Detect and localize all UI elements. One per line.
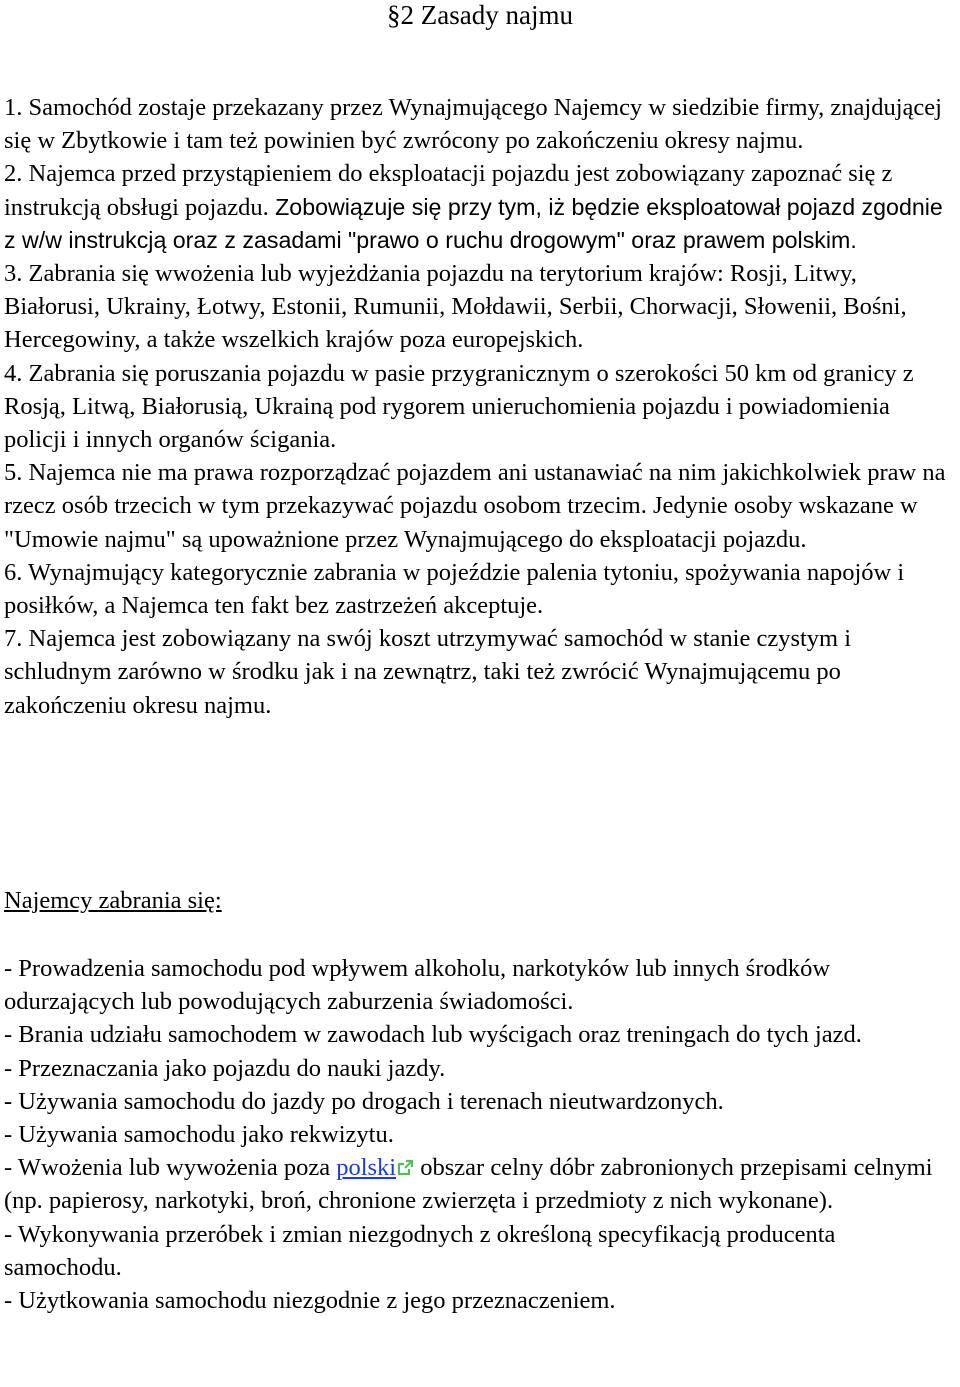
rule-text: 1. Samochód zostaje przekazany przez Wynajmującego Najemcy w siedzibie firmy, znajdującej się w Zbytkowie i tam też powinien być zwrócony po zakończeniu okresy najmu.	[4, 94, 942, 155]
document-page	[4, 0, 956, 1315]
external-link-icon[interactable]	[397, 1152, 414, 1169]
prohibition-item-5: - Używania samochodu jako rekwizytu.	[4, 1121, 394, 1149]
polski-link[interactable]: polski	[336, 1154, 397, 1182]
rule-item-2	[4, 157, 956, 257]
section-title: §2 Zasady najmu	[387, 0, 573, 30]
rule-text-sans: Zobowiązuje się przy tym, iż będzie eksploatował pojazd zgodnie z w/w instrukcją oraz z zasadami "prawo o ruchu drogowym" oraz prawem polskim.	[4, 193, 943, 253]
prohibition-item-6	[4, 1151, 956, 1217]
rule-item-1	[4, 91, 956, 157]
prohibition-item-3: - Przeznaczania jako pojazdu do nauki jazdy.	[4, 1054, 446, 1082]
prohibition-item-4: - Używania samochodu do jazdy po drogach i terenach nieutwardzonych.	[4, 1087, 724, 1115]
prohibitions-heading: Najemcy zabrania się:	[4, 887, 222, 914]
prohibition-item-2: - Brania udziału samochodem w zawodach lub wyścigach oraz treningach do tych jazd.	[4, 1021, 862, 1049]
prohibition-text: - Wwożenia lub wywożenia poza	[4, 1154, 337, 1182]
prohibition-text: obszar celny dóbr zabronionych przepisami celnymi (np. papierosy, narkotyki, broń, chronione zwierzęta i przedmioty z nich wykonane).	[4, 1154, 933, 1215]
rule-item-7	[4, 622, 956, 722]
rule-text: 6. Wynajmujący kategorycznie zabrania w pojeździe palenia tytoniu, spożywania napojów i posiłków, a Najemca ten fakt bez zastrzeżeń akceptuje.	[4, 558, 905, 620]
rule-text: 3. Zabrania się wwożenia lub wyjeżdżania pojazdu na terytorium krajów: Rosji, Litwy, Białorusi, Ukrainy, Łotwy, Estonii, Rumunii, Mołdawii, Serbii, Chorwacji, Słowenii, Bośni, Hercegowiny, a także wszelkich krajów poza europejskich.	[4, 260, 907, 354]
prohibition-item-1: - Prowadzenia samochodu pod wpływem alkoholu, narkotyków lub innych środków odurzających lub powodujących zaburzenia świadomości.	[4, 955, 831, 1016]
rule-item-6	[4, 556, 956, 622]
rule-text: 2. Najemca przed przystąpieniem do eksploatacji pojazdu jest zobowiązany zapoznać się z instrukcją obsługi pojazdu.	[4, 160, 893, 221]
rule-item-4	[4, 357, 956, 457]
prohibitions-list	[4, 952, 956, 1317]
rules-list	[4, 91, 956, 722]
prohibition-item-8: - Użytkowania samochodu niezgodnie z jego przeznaczeniem.	[4, 1287, 616, 1315]
rule-text: 4. Zabrania się poruszania pojazdu w pasie przygranicznym o szerokości 50 km od granicy z Rosją, Litwą, Białorusią, Ukrainą pod rygorem unieruchomienia pojazdu i powiadomienia policji i innych organów ścigania.	[4, 359, 914, 454]
rule-item-3	[4, 257, 956, 357]
rule-item-5	[4, 456, 956, 556]
rule-text: 5. Najemca nie ma prawa rozporządzać pojazdem ani ustanawiać na nim jakichkolwiek praw na rzecz osób trzecich w tym przekazywać pojazdu osobom trzecim. Jedynie osoby wskazane w "Umowie najmu" są upoważnione przez Wynajmującego do eksploatacji pojazdu.	[4, 459, 946, 553]
prohibition-item-7: - Wykonywania przeróbek i zmian niezgodnych z określoną specyfikacją producenta samochodu.	[4, 1220, 836, 1281]
rule-text: 7. Najemca jest zobowiązany na swój koszt utrzymywać samochód w stanie czystym i schludnym zarówno w środku jak i na zewnątrz, taki też zwrócić Wynajmującemu po zakończeniu okresu najmu.	[4, 625, 852, 719]
